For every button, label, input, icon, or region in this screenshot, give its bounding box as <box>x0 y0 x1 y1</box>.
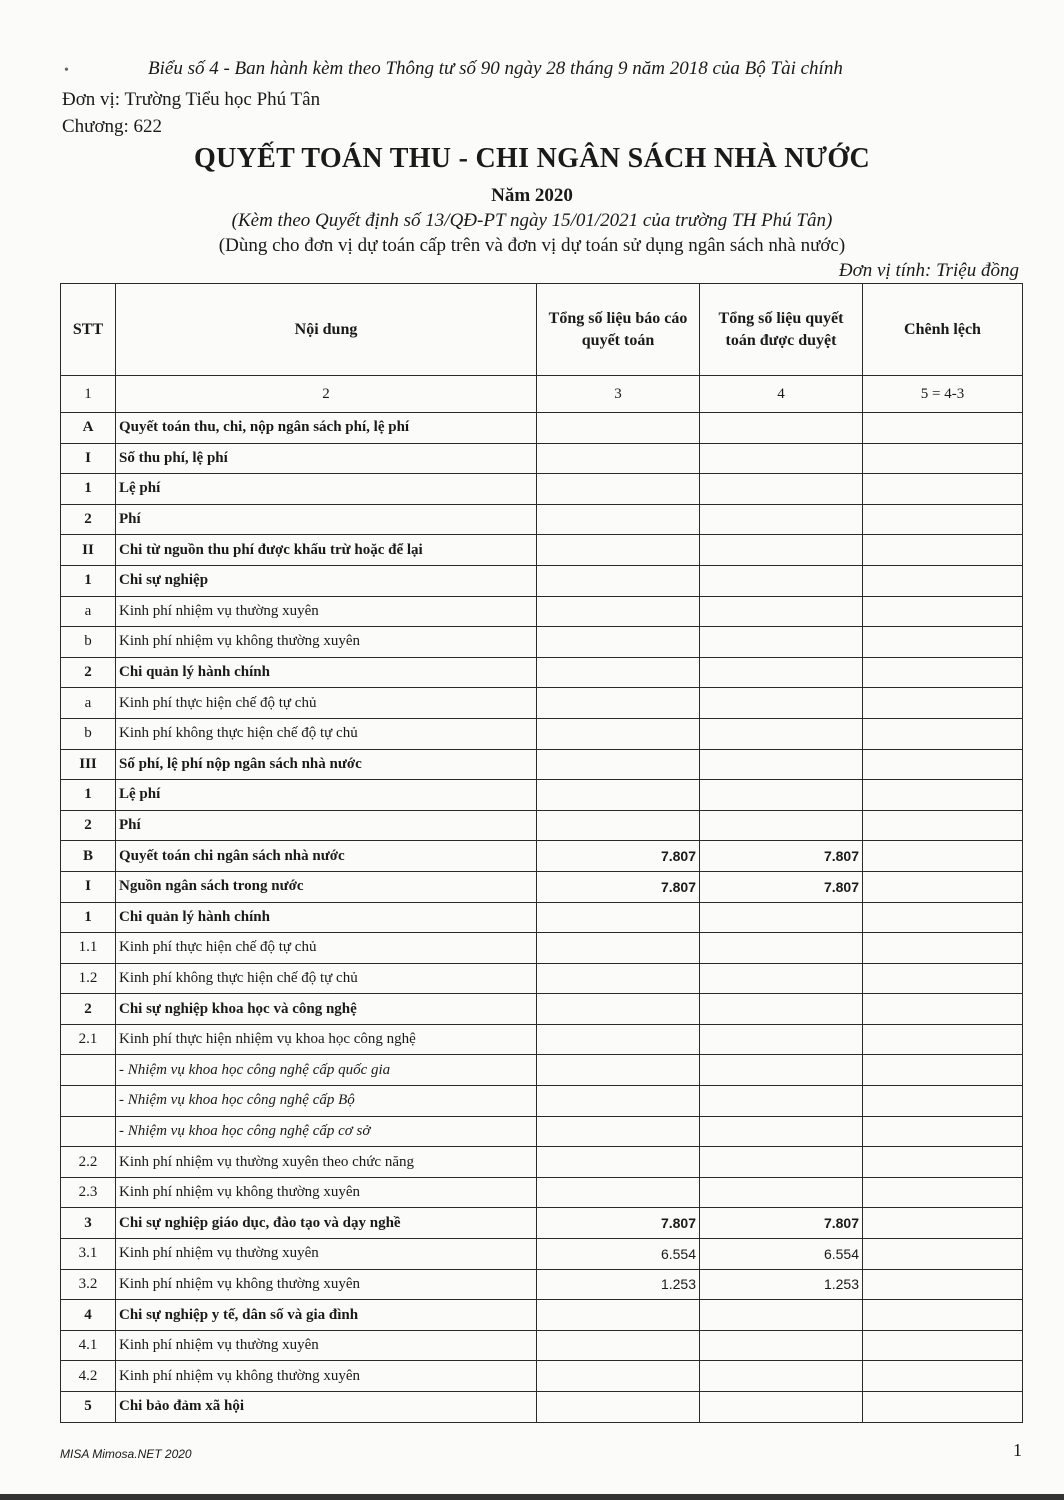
table-row <box>61 443 1023 474</box>
table-row <box>61 1392 1023 1423</box>
row-approved-total <box>700 963 863 994</box>
row-stt: 4 <box>61 1300 116 1331</box>
row-reported-total <box>537 1147 700 1178</box>
table-row <box>61 657 1023 688</box>
row-reported-total <box>537 749 700 780</box>
row-approved-total <box>700 902 863 933</box>
table-row <box>61 994 1023 1025</box>
row-content: Phí <box>116 810 537 841</box>
row-approved-total <box>700 1361 863 1392</box>
table-row <box>61 963 1023 994</box>
scan-edge <box>0 1494 1064 1500</box>
row-content: Số phí, lệ phí nộp ngân sách nhà nước <box>116 749 537 780</box>
row-reported-total <box>537 810 700 841</box>
header-stt: STT <box>61 284 116 376</box>
row-reported-total <box>537 565 700 596</box>
row-reported-total <box>537 504 700 535</box>
row-difference <box>863 1361 1023 1392</box>
table-row <box>61 565 1023 596</box>
row-reported-total <box>537 1330 700 1361</box>
row-difference <box>863 1055 1023 1086</box>
row-content: - Nhiệm vụ khoa học công nghệ cấp cơ sở <box>116 1116 537 1147</box>
row-content: Chi sự nghiệp <box>116 565 537 596</box>
page-number: 1 <box>1013 1440 1022 1460</box>
row-content: Chi sự nghiệp khoa học và công nghệ <box>116 994 537 1025</box>
column-number: 5 = 4-3 <box>863 376 1023 413</box>
table-row <box>61 504 1023 535</box>
row-stt <box>61 1116 116 1147</box>
row-content: Chi sự nghiệp giáo dục, đào tạo và dạy nghề <box>116 1208 537 1239</box>
row-approved-total <box>700 1086 863 1117</box>
table-row <box>61 1361 1023 1392</box>
row-approved-total: 7.807 <box>700 871 863 902</box>
row-difference <box>863 963 1023 994</box>
row-stt: 4.1 <box>61 1330 116 1361</box>
column-number: 2 <box>116 376 537 413</box>
row-reported-total <box>537 963 700 994</box>
row-difference <box>863 413 1023 444</box>
row-difference <box>863 933 1023 964</box>
row-reported-total <box>537 657 700 688</box>
table-row <box>61 933 1023 964</box>
row-content: Kinh phí nhiệm vụ thường xuyên <box>116 596 537 627</box>
row-stt: 1 <box>61 902 116 933</box>
table-row <box>61 1300 1023 1331</box>
row-difference <box>863 718 1023 749</box>
row-content: Kinh phí nhiệm vụ thường xuyên <box>116 1239 537 1270</box>
row-approved-total: 6.554 <box>700 1239 863 1270</box>
table-row <box>61 1086 1023 1117</box>
row-approved-total <box>700 994 863 1025</box>
row-approved-total <box>700 1392 863 1423</box>
report-year: Năm 2020 <box>491 185 573 206</box>
row-approved-total: 7.807 <box>700 841 863 872</box>
row-difference <box>863 1208 1023 1239</box>
currency-unit: Đơn vị tính: Triệu đồng <box>838 260 1019 281</box>
row-stt: I <box>61 871 116 902</box>
table-row <box>61 1055 1023 1086</box>
table-row <box>61 596 1023 627</box>
row-stt <box>61 1055 116 1086</box>
row-approved-total <box>700 535 863 566</box>
row-content: Chi quản lý hành chính <box>116 902 537 933</box>
row-content: Kinh phí thực hiện nhiệm vụ khoa học công nghệ <box>116 1024 537 1055</box>
row-content: - Nhiệm vụ khoa học công nghệ cấp Bộ <box>116 1086 537 1117</box>
table-row <box>61 1116 1023 1147</box>
row-difference <box>863 657 1023 688</box>
header-approved-total: Tổng số liệu quyết toán được duyệt <box>700 284 863 376</box>
row-reported-total <box>537 443 700 474</box>
row-stt: 2 <box>61 504 116 535</box>
row-content: Chi bảo đảm xã hội <box>116 1392 537 1423</box>
row-content: Quyết toán thu, chi, nộp ngân sách phí, lệ phí <box>116 413 537 444</box>
table-row <box>61 902 1023 933</box>
row-reported-total <box>537 413 700 444</box>
column-number-row <box>61 376 1023 413</box>
table-row <box>61 535 1023 566</box>
row-approved-total <box>700 596 863 627</box>
row-stt: 4.2 <box>61 1361 116 1392</box>
row-approved-total <box>700 474 863 505</box>
row-difference <box>863 1147 1023 1178</box>
table-row <box>61 1269 1023 1300</box>
bullet-mark: • <box>64 63 69 78</box>
row-approved-total <box>700 1147 863 1178</box>
row-approved-total <box>700 413 863 444</box>
table-row <box>61 627 1023 658</box>
row-content: Kinh phí nhiệm vụ không thường xuyên <box>116 1269 537 1300</box>
row-reported-total <box>537 1177 700 1208</box>
row-approved-total: 7.807 <box>700 1208 863 1239</box>
row-stt: II <box>61 535 116 566</box>
row-difference <box>863 1086 1023 1117</box>
row-stt: 1.2 <box>61 963 116 994</box>
row-content: Kinh phí nhiệm vụ không thường xuyên <box>116 1177 537 1208</box>
row-approved-total <box>700 627 863 658</box>
chapter-code: Chương: 622 <box>62 116 163 137</box>
table-header-row <box>61 284 1023 376</box>
column-number: 1 <box>61 376 116 413</box>
row-reported-total <box>537 718 700 749</box>
row-stt: 3.1 <box>61 1239 116 1270</box>
table-row <box>61 1177 1023 1208</box>
row-difference <box>863 1024 1023 1055</box>
table-row <box>61 780 1023 811</box>
table-row <box>61 841 1023 872</box>
table-row <box>61 1147 1023 1178</box>
row-content: Kinh phí nhiệm vụ thường xuyên <box>116 1330 537 1361</box>
row-difference <box>863 1177 1023 1208</box>
row-stt: 2 <box>61 657 116 688</box>
row-reported-total: 7.807 <box>537 871 700 902</box>
row-stt: B <box>61 841 116 872</box>
row-stt: A <box>61 413 116 444</box>
row-stt: 1 <box>61 474 116 505</box>
row-reported-total: 6.554 <box>537 1239 700 1270</box>
row-content: Kinh phí thực hiện chế độ tự chủ <box>116 933 537 964</box>
row-approved-total <box>700 1116 863 1147</box>
row-approved-total <box>700 1177 863 1208</box>
row-approved-total <box>700 810 863 841</box>
row-reported-total <box>537 1024 700 1055</box>
column-number: 4 <box>700 376 863 413</box>
row-content: Lệ phí <box>116 780 537 811</box>
header-difference: Chênh lệch <box>863 284 1023 376</box>
row-stt: 1 <box>61 780 116 811</box>
row-difference <box>863 902 1023 933</box>
row-stt: a <box>61 688 116 719</box>
row-approved-total <box>700 657 863 688</box>
row-difference <box>863 1116 1023 1147</box>
row-content: Kinh phí nhiệm vụ thường xuyên theo chức năng <box>116 1147 537 1178</box>
row-difference <box>863 1330 1023 1361</box>
row-content: Số thu phí, lệ phí <box>116 443 537 474</box>
row-approved-total <box>700 933 863 964</box>
row-difference <box>863 627 1023 658</box>
row-approved-total <box>700 1300 863 1331</box>
row-reported-total <box>537 1300 700 1331</box>
row-stt: 2.3 <box>61 1177 116 1208</box>
row-stt: I <box>61 443 116 474</box>
row-stt: 2 <box>61 810 116 841</box>
row-content: Chi sự nghiệp y tế, dân số và gia đình <box>116 1300 537 1331</box>
software-label: MISA Mimosa.NET 2020 <box>60 1447 192 1461</box>
settlement-table <box>60 283 1023 1423</box>
row-reported-total: 7.807 <box>537 841 700 872</box>
table-row <box>61 474 1023 505</box>
row-stt: 2.1 <box>61 1024 116 1055</box>
legal-basis-note: Biểu số 4 - Ban hành kèm theo Thông tư số 90 ngày 28 tháng 9 năm 2018 của Bộ Tài chính <box>148 58 843 79</box>
row-approved-total <box>700 1055 863 1086</box>
row-difference <box>863 841 1023 872</box>
row-reported-total <box>537 994 700 1025</box>
row-stt: 3.2 <box>61 1269 116 1300</box>
row-stt: III <box>61 749 116 780</box>
table-row <box>61 1208 1023 1239</box>
row-stt: 1 <box>61 565 116 596</box>
row-stt: 2.2 <box>61 1147 116 1178</box>
row-reported-total <box>537 902 700 933</box>
row-reported-total <box>537 780 700 811</box>
table-row <box>61 688 1023 719</box>
row-difference <box>863 474 1023 505</box>
row-stt: 5 <box>61 1392 116 1423</box>
row-reported-total: 1.253 <box>537 1269 700 1300</box>
row-approved-total <box>700 565 863 596</box>
table-row <box>61 1024 1023 1055</box>
row-approved-total <box>700 749 863 780</box>
row-content: Kinh phí không thực hiện chế độ tự chủ <box>116 963 537 994</box>
row-stt <box>61 1086 116 1117</box>
row-approved-total <box>700 718 863 749</box>
row-approved-total <box>700 443 863 474</box>
row-reported-total <box>537 1392 700 1423</box>
row-content: Lệ phí <box>116 474 537 505</box>
row-difference <box>863 1239 1023 1270</box>
table-row <box>61 1330 1023 1361</box>
table-row <box>61 749 1023 780</box>
row-content: Nguồn ngân sách trong nước <box>116 871 537 902</box>
row-reported-total <box>537 933 700 964</box>
row-approved-total <box>700 1024 863 1055</box>
table-row <box>61 413 1023 444</box>
row-content: Chi từ nguồn thu phí được khấu trừ hoặc để lại <box>116 535 537 566</box>
row-approved-total <box>700 504 863 535</box>
row-difference <box>863 749 1023 780</box>
row-difference <box>863 535 1023 566</box>
usage-note: (Dùng cho đơn vị dự toán cấp trên và đơn vị dự toán sử dụng ngân sách nhà nước) <box>218 235 846 256</box>
row-difference <box>863 810 1023 841</box>
table-row <box>61 1239 1023 1270</box>
row-content: Kinh phí không thực hiện chế độ tự chủ <box>116 718 537 749</box>
row-reported-total <box>537 1086 700 1117</box>
row-stt: b <box>61 627 116 658</box>
unit-name: Đơn vị: Trường Tiểu học Phú Tân <box>62 89 321 110</box>
row-difference <box>863 1269 1023 1300</box>
row-reported-total <box>537 596 700 627</box>
row-stt: 1.1 <box>61 933 116 964</box>
row-reported-total <box>537 688 700 719</box>
row-approved-total: 1.253 <box>700 1269 863 1300</box>
row-stt: a <box>61 596 116 627</box>
row-stt: b <box>61 718 116 749</box>
table-row <box>61 871 1023 902</box>
row-difference <box>863 1392 1023 1423</box>
row-approved-total <box>700 780 863 811</box>
row-content: - Nhiệm vụ khoa học công nghệ cấp quốc gia <box>116 1055 537 1086</box>
row-difference <box>863 565 1023 596</box>
row-stt: 2 <box>61 994 116 1025</box>
row-reported-total <box>537 1361 700 1392</box>
row-approved-total <box>700 1330 863 1361</box>
row-content: Kinh phí nhiệm vụ không thường xuyên <box>116 1361 537 1392</box>
column-number: 3 <box>537 376 700 413</box>
row-difference <box>863 443 1023 474</box>
decision-reference: (Kèm theo Quyết định số 13/QĐ-PT ngày 15/01/2021 của trường TH Phú Tân) <box>231 210 833 231</box>
header-reported-total: Tổng số liệu báo cáo quyết toán <box>537 284 700 376</box>
row-reported-total <box>537 1116 700 1147</box>
row-content: Kinh phí nhiệm vụ không thường xuyên <box>116 627 537 658</box>
table-row <box>61 718 1023 749</box>
row-stt: 3 <box>61 1208 116 1239</box>
row-reported-total <box>537 1055 700 1086</box>
row-reported-total <box>537 627 700 658</box>
row-difference <box>863 688 1023 719</box>
row-content: Phí <box>116 504 537 535</box>
row-reported-total <box>537 535 700 566</box>
row-reported-total: 7.807 <box>537 1208 700 1239</box>
row-content: Kinh phí thực hiện chế độ tự chủ <box>116 688 537 719</box>
row-content: Quyết toán chi ngân sách nhà nước <box>116 841 537 872</box>
row-difference <box>863 596 1023 627</box>
row-difference <box>863 504 1023 535</box>
row-approved-total <box>700 688 863 719</box>
row-content: Chi quản lý hành chính <box>116 657 537 688</box>
page-title: QUYẾT TOÁN THU - CHI NGÂN SÁCH NHÀ NƯỚC <box>193 143 870 174</box>
row-reported-total <box>537 474 700 505</box>
row-difference <box>863 780 1023 811</box>
table-row <box>61 810 1023 841</box>
row-difference <box>863 994 1023 1025</box>
header-content: Nội dung <box>116 284 537 376</box>
row-difference <box>863 871 1023 902</box>
row-difference <box>863 1300 1023 1331</box>
